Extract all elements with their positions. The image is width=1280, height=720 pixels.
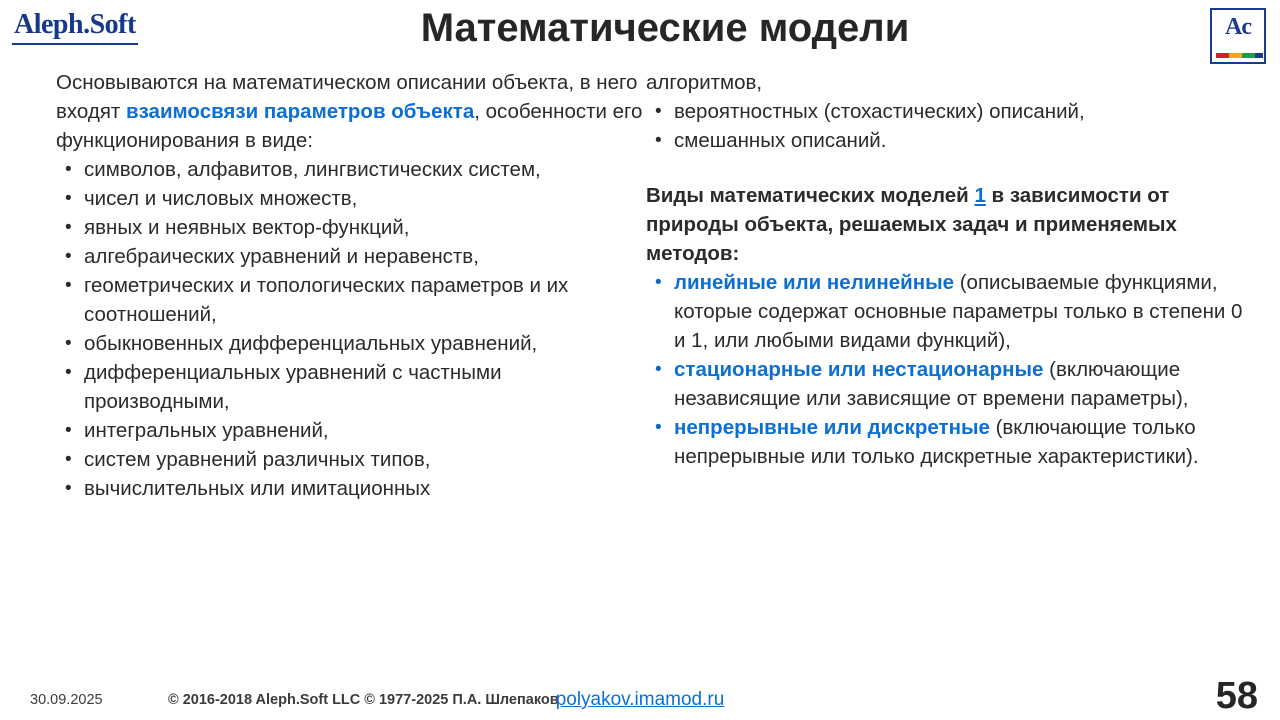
list-item-label: вероятностных (стохастических) описаний, <box>674 100 1085 123</box>
list-item <box>56 213 646 242</box>
cube-logo-letters: Ac <box>1225 14 1251 40</box>
intro-text-part2: , особенности его функционирования в виде: <box>56 100 643 152</box>
model-type-description: (включающие независящие или зависящие от времени параметры), <box>674 358 1189 410</box>
list-item <box>56 184 646 213</box>
slide-number: 58 <box>1215 675 1258 717</box>
right-column <box>646 68 1246 471</box>
cube-bar-blue <box>1255 53 1263 58</box>
spacer <box>646 155 1246 181</box>
intro-highlight: взаимосвязи параметров объекта <box>126 100 475 123</box>
list-item <box>56 155 646 184</box>
section-heading <box>646 181 1246 268</box>
model-types-list <box>646 268 1246 471</box>
section-heading-part2: в зависимости от природы объекта, решаемых задач и применяемых методов: <box>646 184 1177 265</box>
list-item-label: геометрических и топологических параметров и их соотношений, <box>84 274 569 326</box>
list-item <box>56 358 646 416</box>
list-item-label: символов, алфавитов, лингвистических систем, <box>84 158 541 181</box>
list-item <box>56 271 646 329</box>
list-item <box>56 474 646 503</box>
model-type-description: (описываемые функциями, которые содержат основные параметры только в степени 0 и 1, или любыми видами функций), <box>674 271 1243 352</box>
left-bullet-list <box>56 155 646 503</box>
list-item <box>56 416 646 445</box>
list-item <box>646 355 1246 413</box>
list-item-label: смешанных описаний. <box>674 129 887 152</box>
list-item-label: алгебраических уравнений и неравенств, <box>84 245 479 268</box>
footer-copyright: © 2016-2018 Aleph.Soft LLC © 1977-2025 П.А. Шлепаков <box>168 692 559 708</box>
continuation-text: алгоритмов, <box>646 71 763 94</box>
alephsoft-logo-text: Aleph.Soft <box>12 8 138 45</box>
list-item <box>56 329 646 358</box>
model-type-term: линейные или нелинейные <box>674 271 955 294</box>
model-type-description: (включающие только непрерывные или только дискретные характеристики). <box>674 416 1199 468</box>
list-item-label: чисел и числовых множеств, <box>84 187 358 210</box>
cube-bar-yellow <box>1229 53 1242 58</box>
alephsoft-logo <box>12 8 142 50</box>
cube-bar-green <box>1242 53 1255 58</box>
list-item-label: обыкновенных дифференциальных уравнений, <box>84 332 538 355</box>
section-heading-part1: Виды математических моделей <box>646 184 975 207</box>
list-item <box>56 445 646 474</box>
reference-link-1[interactable]: 1 <box>974 184 986 207</box>
model-type-term: непрерывные или дискретные <box>674 416 990 439</box>
left-column <box>56 68 646 503</box>
list-item <box>646 126 1246 155</box>
list-item-label: дифференциальных уравнений с частными производными, <box>84 361 502 413</box>
page-title: Математические модели <box>420 6 910 50</box>
list-item <box>646 268 1246 355</box>
list-item <box>56 242 646 271</box>
list-item <box>646 413 1246 471</box>
footer-date: 30.09.2025 <box>30 692 103 708</box>
cube-bar-red <box>1216 53 1229 58</box>
list-item-label: явных и неявных вектор-функций, <box>84 216 410 239</box>
list-item-label: систем уравнений различных типов, <box>84 448 431 471</box>
footer-site-link[interactable]: polyakov.imamod.ru <box>555 689 725 710</box>
list-item <box>646 97 1246 126</box>
list-item-label: интегральных уравнений, <box>84 419 329 442</box>
cube-logo-icon <box>1210 8 1266 64</box>
right-bullet-list <box>646 97 1246 155</box>
intro-text-part1: Основываются на математическом описании объекта, в него входят <box>56 71 638 123</box>
model-type-term: стационарные или нестационарные <box>674 358 1044 381</box>
cube-logo-inner <box>1212 10 1264 62</box>
footer-link-wrapper <box>0 689 1280 711</box>
intro-paragraph <box>56 68 646 155</box>
list-item-label: вычислительных или имитационных <box>84 477 431 500</box>
